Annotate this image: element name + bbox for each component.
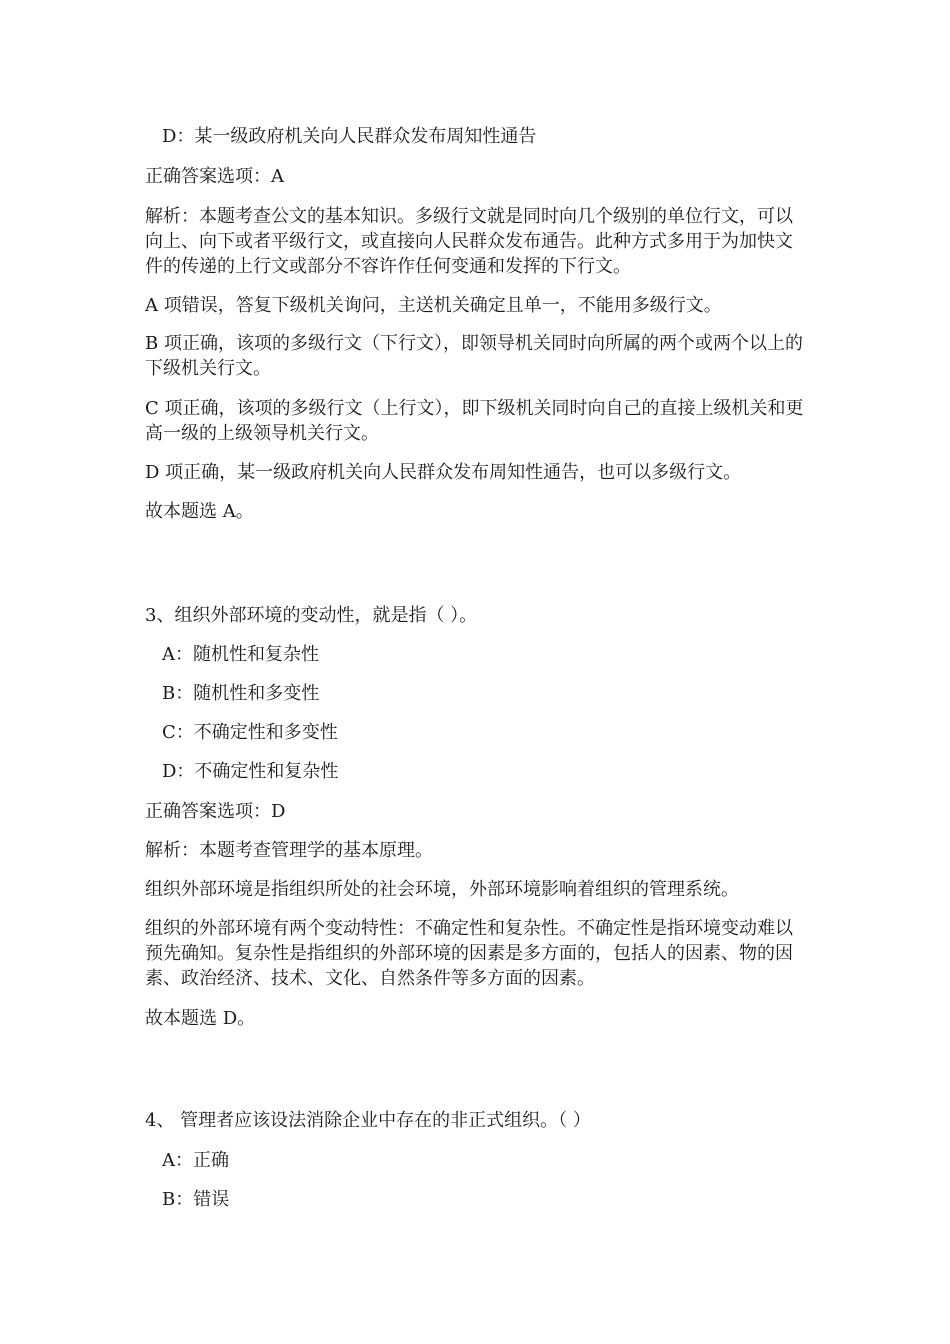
q2-analysis: 解析：本题考查公文的基本知识。多级行文就是同时向几个级别的单位行文，可以向上、向下或者平级行文，或直接向人民群众发布通告。此种方式多用于为加快文件的传递的上行文或部分不容许作任何变通和发挥的下行文。 (145, 206, 793, 277)
q2-analysis-d: D 项正确，某一级政府机关向人民群众发布周知性通告，也可以多级行文。 (145, 462, 742, 483)
q2-answer: 正确答案选项：A (145, 166, 284, 187)
q2-option-d: D：某一级政府机关向人民群众发布周知性通告 (162, 126, 537, 147)
q2-analysis-a: A 项错误，答复下级机关询问，主送机关确定且单一，不能用多级行文。 (145, 295, 722, 316)
q2-analysis-b: B 项正确，该项的多级行文（下行文），即领导机关同时向所属的两个或两个以上的下级机关行文。 (145, 333, 803, 379)
q2-analysis-c: C 项正确，该项的多级行文（上行文），即下级机关同时向自己的直接上级机关和更高一级的上级领导机关行文。 (145, 398, 804, 444)
q4-question: 4、 管理者应该设法消除企业中存在的非正式组织。（ ） (145, 1110, 591, 1131)
q3-analysis-1: 组织外部环境是指组织所处的社会环境，外部环境影响着组织的管理系统。 (145, 879, 739, 900)
q3-analysis-2: 组织的外部环境有两个变动特性：不确定性和复杂性。不确定性是指环境变动难以预先确知。复杂性是指组织的外部环境的因素是多方面的，包括人的因素、物的因素、政治经济、技术、文化、自然条件等多方面的因素。 (145, 918, 793, 989)
q2-conclusion: 故本题选 A。 (145, 501, 254, 522)
q3-option-a: A：随机性和复杂性 (162, 644, 319, 665)
q3-answer: 正确答案选项：D (145, 801, 286, 822)
q3-option-c: C：不确定性和多变性 (162, 722, 338, 743)
q3-option-d: D：不确定性和复杂性 (162, 761, 339, 782)
q3-analysis: 解析：本题考查管理学的基本原理。 (145, 840, 433, 861)
q4-option-a: A：正确 (162, 1150, 229, 1171)
q3-option-b: B：随机性和多变性 (162, 683, 320, 704)
q3-conclusion: 故本题选 D。 (145, 1008, 256, 1029)
q4-option-b: B：错误 (162, 1189, 230, 1210)
q3-question: 3、组织外部环境的变动性，就是指（ ）。 (145, 605, 478, 626)
